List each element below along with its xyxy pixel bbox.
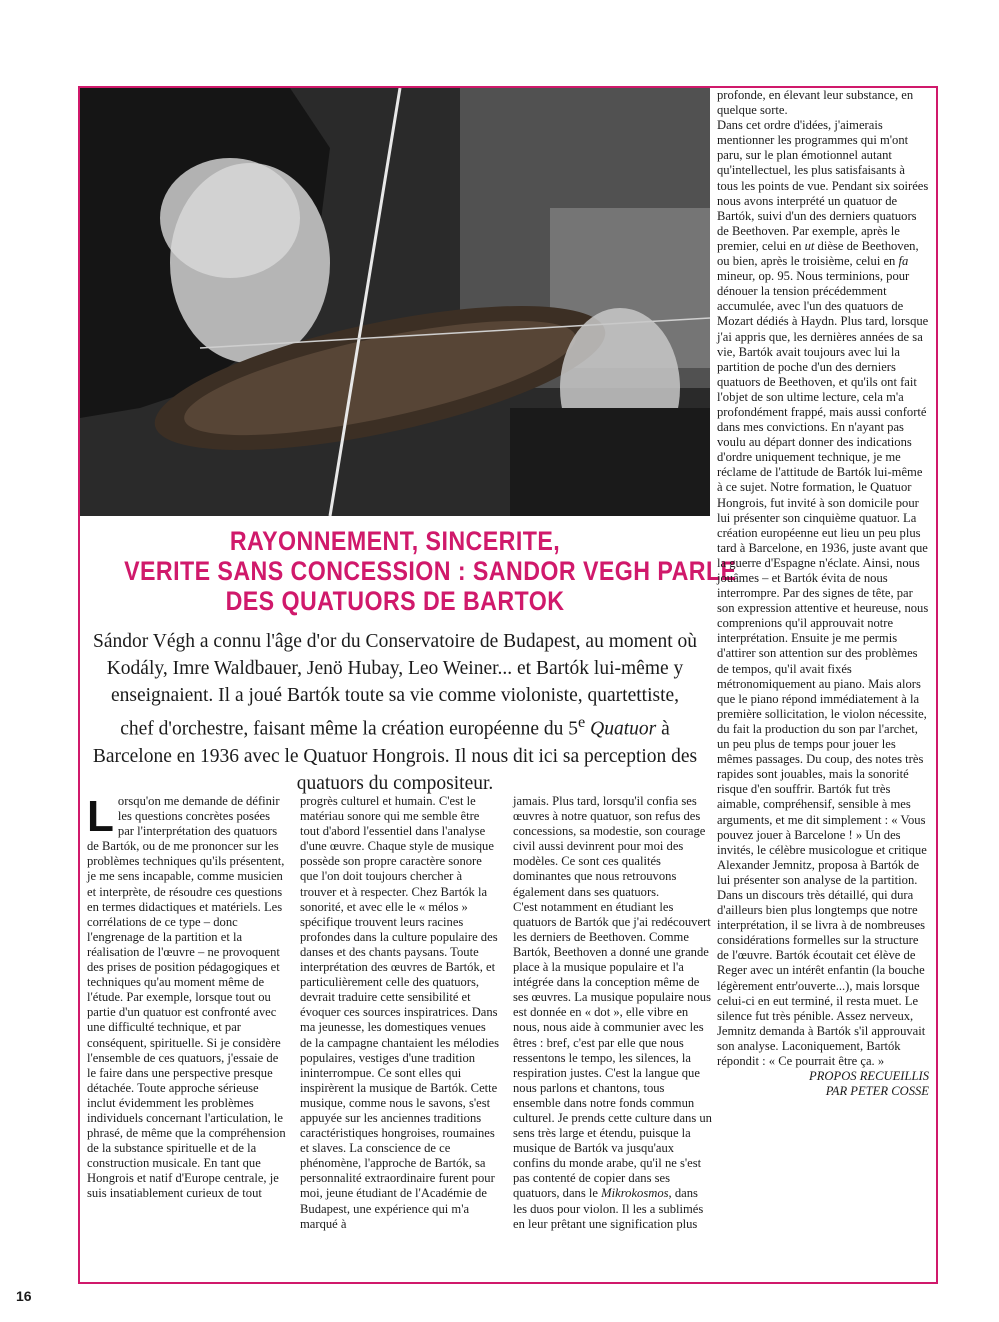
intro-ordinal: 5: [568, 718, 579, 740]
byline-line-2: PAR PETER COSSE: [825, 1084, 929, 1099]
headline-line-1: RAYONNEMENT, SINCERITE,: [229, 526, 561, 556]
intro-text-2: à Barcelone en 1936 avec le Quatuor Hongrois. Il nous dit ici sa perception des quatuors du compositeur.: [92, 718, 698, 794]
page-number: 16: [16, 1288, 32, 1304]
column-2-text: progrès culturel et humain. C'est le matériau sonore qui me semble être tout d'abord l'essentiel dans l'analyse d'une œuvre. Chaque style de musique possède son propre caractère sonore que l'on doit toujours chercher à trouver et à respecter. Chez Bartók la sonorité, et avec elle le « mélos » spécifique trouvent leurs racines profondes dans la culture populaire des danses et des chants paysans. Toute interprétation des œuvres de Bartók, et particulièrement celle des quatuors, devrait traduire cette sensibilité et évoquer ces sources inspiratrices. Dans ma jeunesse, les domestiques venues de la campagne chantaient les mélodies populaires, vestiges d'une tradition ininterrompue. Ce sont elles qui inspirèrent la musique de Bartók. Cette musique, comme nous le savons, s'est appuyée sur les anciennes traditions caractéristiques hongroises, roumaines et slaves. La conscience de ce phénomène, l'approche de Bartók, sa personnalité extraordinaire furent pour moi, jeune étudiant de l'Académie de Budapest, une expérience qui m'a marqué à: [300, 794, 499, 1231]
violinist-photo-icon: [80, 88, 710, 516]
violinist-photo: [80, 88, 710, 516]
right-column-key-ut: ut: [804, 238, 815, 253]
headline-line-2: VERITE SANS CONCESSION : SANDOR VEGH PARLE: [124, 556, 737, 586]
drop-cap: L: [87, 792, 114, 841]
article-column-2: [300, 794, 500, 1232]
right-column-paragraph-1: profonde, en élevant leur substance, en quelque sorte.: [717, 88, 914, 118]
byline-line-1: PROPOS RECUEILLIS: [809, 1069, 929, 1084]
intro-work-title: Quatuor: [590, 718, 657, 740]
column-3-paragraph-2: C'est notamment en étudiant les quatuors de Bartók que j'ai redécouvert les derniers de Beethoven. Comme Bartók, Beethoven a donné une grande place à la musique populaire et l'a intégrée dans la conception même de ses œuvres. La musique populaire nous est donnée en « dot », elle vibre en nous, nous aide à communier avec les êtres : bref, c'est par elle que nous ressentons le tempo, les silences, la respiration justes. C'est la langue que nous parlons et chantons, tous ensemble dans notre fonds commun culturel. Je prends cette culture dans un sens très large et étendu, puisque la musique de Bartók va jusqu'aux confins du monde arabe, qu'il ne s'est pas contenté de copier dans ses quatuors, dans le: [513, 899, 712, 1201]
right-column-text-c: mineur, op. 95. Nous terminions, pour dénouer la tension précédemment accumulée, avec l'un des quatuors de Mozart dédiés à Haydn. Plus tard, lorsque j'ai appris que, les dernières années de sa vie, Bartók avait toujours avec lui la partition de poche d'un des derniers quatuors de Beethoven, et qu'ils ont fait l'objet de son ultime lecture, cela m'a profondément frappé, mais aussi conforté dans mes convictions. En n'ayant pas voulu au départ donner des indications d'ordre uniquement technique, je me réclame de l'attitude de Bartók lui-même à ce sujet. Notre formation, le Quatuor Hongrois, fut invité à son domicile pour lui présenter son cinquième quatuor. La création européenne eut lieu un peu plus tard à Barcelone, en 1936, juste avant que la guerre d'Espagne n'éclate. Ainsi, nous jouâmes – et Bartók évita de nous interrompre. Par des signes de tête, par son expression attentive et heureuse, nous comprenions qu'il approuvait notre interprétation. Ensuite je me permis d'attirer son attention sur des problèmes de tempos, qu'il avait fixés métronomiquement au piano. Mais alors que le piano répond immédiatement à la première sollicitation, le violon nécessite, du fait la production du son par l'archet, un peu plus de temps pour jouer les mêmes passages. Du coup, des notes très rapides sont jouables, mais la sonorité risque d'en souffrir. Bartók fut très aimable, compréhensif, sensible à mes arguments, et me dit simplement : « Vous pouvez jouer à Barcelone ! » Un des invités, le célèbre musicologue et critique Alexander Jemnitz, proposa à Bartók de lui présenter son analyse de la partition. Dans un discours très détaillé, qui dura d'ailleurs bien plus longtemps que notre interprétation, il se livra à de nombreuses considérations formelles sur la structure de l'œuvre. Bartók écoutait cet élève de Reger avec un intérêt enfantin (la bouche légèrement entr'ouverte...), mais lorsque celui-ci en eut terminé, il resta muet. Le silence fut très pénible. Assez nerveux, Jemnitz demanda à Bartók s'il approuvait son analyse. Laconiquement, Bartók répondit : « Ce pourrait être ça. »: [717, 269, 929, 1068]
article-column-3: [513, 794, 713, 1232]
article-intro: [92, 628, 698, 797]
article-column-1: [87, 794, 287, 1202]
right-column-key-fa: fa: [898, 254, 909, 269]
headline-line-3: DES QUATUORS DE BARTOK: [225, 586, 565, 616]
article-right-column: [717, 88, 929, 1099]
intro-text-1: Sándor Végh a connu l'âge d'or du Conservatoire de Budapest, au moment où Kodály, Imre Waldbauer, Jenö Hubay, Leo Weiner... et Bartók lui-même y enseignaient. Il a joué Bartók toute sa vie comme violoniste, quartettiste, chef d'orchestre, faisant même la création européenne du: [93, 631, 697, 740]
column-1-text: orsqu'on me demande de définir les questions concrètes posées par l'interprétation des quatuors de Bartók, ou de me prononcer sur les problèmes techniques qu'ils présentent, je me sens incapable, comme musicien et interprète, de résoudre ces questions en termes didactiques et matériels. Les corrélations de ce type – donc l'engrenage de la partition et la réalisation de l'œuvre – ne provoquent des prises de position pédagogiques et techniques qu'au moment même de l'étude. Par exemple, lorsque tout ou partie d'un quatuor est confronté avec une difficulté technique, et par conséquent, spirituelle. Si je considère l'ensemble de ces quatuors, j'essaie de le faire dans une perspective presque détachée. Toute approche sérieuse inclut évidemment les problèmes individuels concernant l'articulation, le phrasé, de même que la compréhension de la substance spirituelle et de la construction musicale. En tant que Hongrois et natif d'Europe centrale, je suis insatiablement curieux de tout: [87, 794, 286, 1201]
right-column-text-a: Dans cet ordre d'idées, j'aimerais mentionner les programmes qui m'ont paru, sur le plan émotionnel autant qu'intellectuel, les plus satisfaisants à tous les points de vue. Pendant six soirées nous avons interprété un quatuor de Bartók, suivi d'un des derniers quatuors de Beethoven. Par exemple, après le premier, celui en: [717, 118, 929, 253]
right-column-text-b: dièse de Beethoven, ou bien, après le troisième, celui en: [717, 238, 919, 269]
intro-ordinal-suffix: e: [578, 713, 586, 731]
column-3-work-title: Mikrokosmos: [601, 1186, 669, 1201]
column-3-paragraph-1: jamais. Plus tard, lorsqu'il confia ses œuvres à notre quatuor, son refus des concessions, sa modestie, son courage civil aussi devinrent pour moi des modèles. Ce sont ces qualités dominantes que nous retrouvons également dans ses quatuors.: [513, 794, 706, 899]
article-headline: [124, 526, 737, 616]
column-3-paragraph-2-end: , dans les duos pour violon. Il les a sublimés en leur prêtant une signification plus: [513, 1186, 704, 1231]
